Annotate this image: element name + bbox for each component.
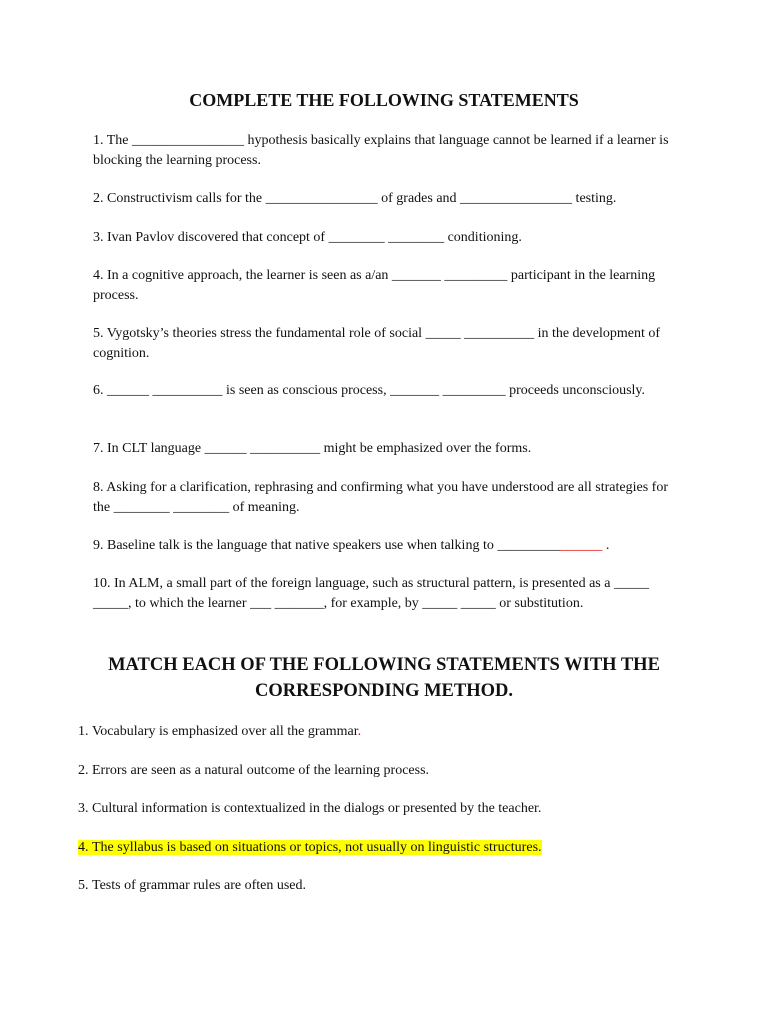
statement-9-end: . bbox=[602, 538, 610, 553]
match-item-5-number: 5. bbox=[78, 878, 89, 893]
match-item-2-number: 2. bbox=[78, 763, 89, 778]
statement-1: 1. The ________________ hypothesis basically explains that language cannot be learned if a learner is blocking the learning process. bbox=[93, 133, 669, 168]
statement-8: 8. Asking for a clarification, rephrasing and confirming what you have understood are all strategies for the ________ ________ of meaning. bbox=[93, 480, 668, 515]
statement-9-text: 9. Baseline talk is the language that native speakers use when talking to _________ bbox=[93, 538, 561, 553]
match-item-1-number: 1. bbox=[78, 724, 89, 739]
statement-4: 4. In a cognitive approach, the learner is seen as a/an _______ _________ participant in the learning process. bbox=[93, 268, 656, 303]
match-item-1 bbox=[78, 722, 698, 741]
statement-2: 2. Constructivism calls for the ________________ of grades and ________________ testing. bbox=[93, 191, 617, 206]
match-item-1-text: Vocabulary is emphasized over all the grammar bbox=[92, 724, 358, 739]
match-item-5-text: Tests of grammar rules are often used. bbox=[92, 878, 306, 893]
section1-title: COMPLETE THE FOLLOWING STATEMENTS bbox=[189, 90, 579, 110]
match-item-3-number: 3. bbox=[78, 801, 89, 816]
statement-3: 3. Ivan Pavlov discovered that concept of ________ ________ conditioning. bbox=[93, 230, 522, 245]
statement-6: 6. ______ __________ is seen as conscious process, _______ _________ proceeds unconsciously. bbox=[93, 383, 646, 398]
statement-9-red-blank: ______ bbox=[560, 538, 603, 553]
statement-10: 10. In ALM, a small part of the foreign language, such as structural pattern, is presented as a _____ _____, to which the learner ___ _______, for example, by _____ _____ or substitution. bbox=[93, 576, 649, 611]
statement-5: 5. Vygotsky’s theories stress the fundamental role of social _____ __________ in the development of cognition. bbox=[93, 326, 661, 361]
match-item-4-text: The syllabus is based on situations or topics, not usually on linguistic structures. bbox=[92, 840, 542, 855]
match-item-3-text: Cultural information is contextualized in the dialogs or presented by the teacher. bbox=[92, 801, 542, 816]
match-item-2-text: Errors are seen as a natural outcome of the learning process. bbox=[92, 763, 430, 778]
match-item-4 bbox=[78, 838, 698, 857]
match-item-5 bbox=[78, 876, 698, 895]
match-item-4-highlight bbox=[78, 840, 542, 855]
statement-7: 7. In CLT language ______ __________ might be emphasized over the forms. bbox=[93, 441, 532, 456]
match-item-3 bbox=[78, 799, 698, 818]
match-item-4-number: 4. bbox=[78, 840, 89, 855]
match-item-2 bbox=[78, 761, 698, 780]
statement-9 bbox=[93, 536, 683, 556]
match-item-1-red-period: . bbox=[357, 724, 362, 739]
section2-title: MATCH EACH OF THE FOLLOWING STATEMENTS WITH THE CORRESPONDING METHOD. bbox=[108, 655, 660, 701]
